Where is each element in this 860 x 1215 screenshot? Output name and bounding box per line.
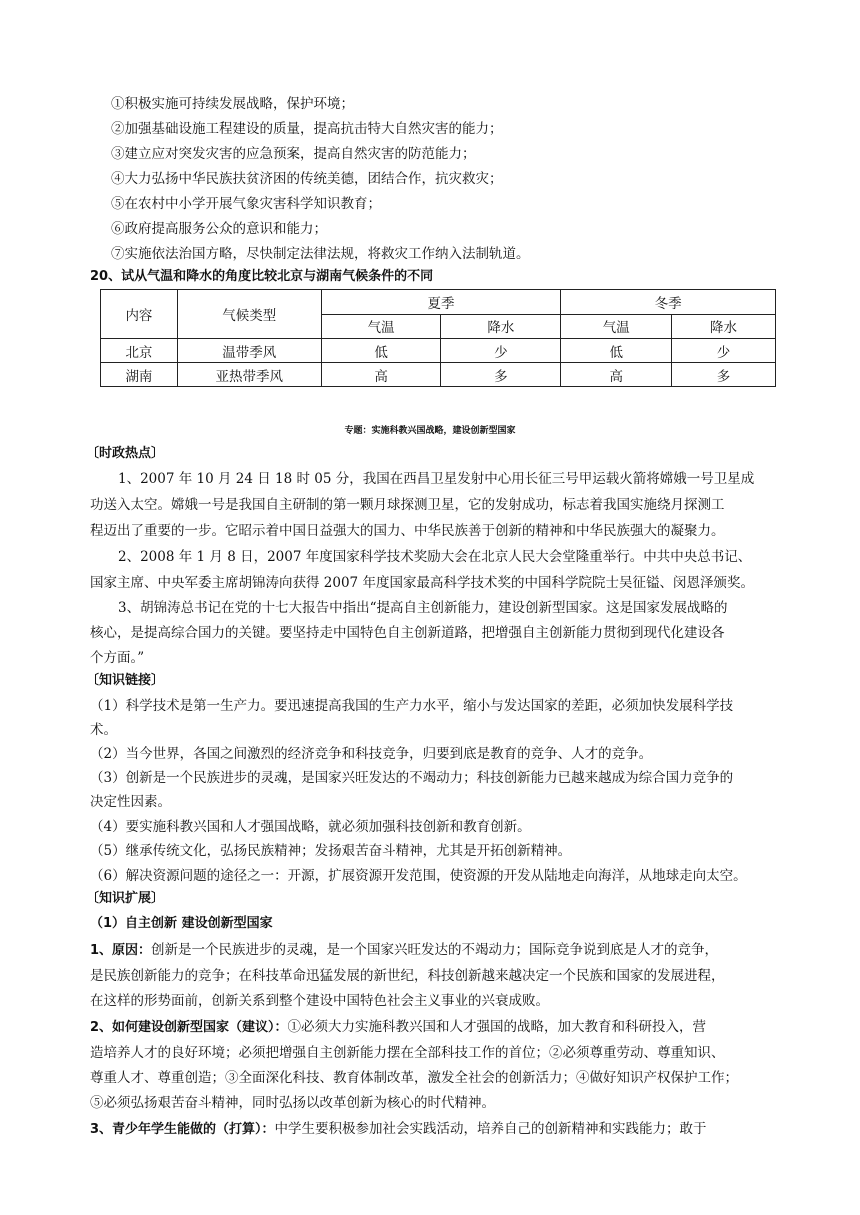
extension-reason-text: 创新是一个民族进步的灵魂，是一个国家兴旺发达的不竭动力；国际竞争说到底是人才的竞争， (151, 942, 719, 958)
knowledge-link-line: 决定性因素。 (90, 794, 171, 810)
question-20-title: 20、试从气温和降水的角度比较北京与湖南气候条件的不同 (90, 269, 434, 284)
hot-topic-line: 国家主席、中央军委主席胡锦涛向获得 2007 年度国家最高科学技术奖的中国科学院院士吴征镒、闵恩泽颁奖。 (90, 575, 754, 591)
cell-summer-rain: 少 (441, 339, 561, 363)
header-summer-temp: 气温 (321, 314, 441, 339)
hot-topic-line: 核心，是提高综合国力的关键。要坚持走中国特色自主创新道路，把增强自主创新能力贯彻到现代化建设各 (90, 625, 725, 641)
table-row (101, 339, 776, 363)
answer-item-4: ④大力弘扬中华民族扶贫济困的传统美德，团结合作，抗灾救灾； (111, 171, 503, 187)
answer-item-5: ⑤在农村中小学开展气象灾害科学知识教育； (111, 196, 381, 212)
hot-topic-line: 3、胡锦涛总书记在党的十七大报告中指出“提高自主创新能力，建设创新型国家。这是国家发展战略的 (118, 600, 728, 616)
extension-suggestion-line: 尊重人才、尊重创造；③全面深化科技、教育体制改革，激发全社会的创新活力；④做好知识产权保护工作； (90, 1070, 738, 1086)
extension-suggestion-line: ⑤必须弘扬艰苦奋斗精神，同时弘扬以改革创新为核心的时代精神。 (90, 1095, 495, 1111)
extension-suggestion-label: 2、如何建设创新型国家（建议）： (90, 1020, 288, 1035)
knowledge-link-line: （1）科学技术是第一生产力。要迅速提高我国的生产力水平，缩小与发达国家的差距，必须加快发展科学技 (90, 698, 734, 714)
answer-item-6: ⑥政府提高服务公众的意识和能力； (111, 221, 327, 237)
header-winter: 冬季 (561, 290, 776, 315)
topic-title: 专题：实施科教兴国战略，建设创新型国家 (344, 426, 516, 436)
knowledge-link-line: 术。 (90, 722, 117, 738)
knowledge-extension-heading: 〔知识扩展〕 (86, 891, 165, 906)
header-climate-type: 气候类型 (177, 290, 321, 339)
extension-reason-line: 在这样的形势面前，创新关系到整个建设中国特色社会主义事业的兴衰成败。 (90, 993, 549, 1009)
knowledge-link-line: （3）创新是一个民族进步的灵魂，是国家兴旺发达的不竭动力；科技创新能力已越来越成为综合国力竞争的 (90, 770, 734, 786)
cell-summer-rain: 多 (441, 363, 561, 387)
extension-plan-label: 3、青少年学生能做的（打算）： (90, 1122, 275, 1137)
cell-place: 湖南 (101, 363, 178, 387)
cell-winter-temp: 低 (561, 339, 672, 363)
hot-topic-line: 1、2007 年 10 月 24 日 18 时 05 分，我国在西昌卫星发射中心用长征三号甲运载火箭将嫦娥一号卫星成 (118, 471, 755, 487)
table-row (101, 363, 776, 387)
hot-topic-line: 功送入太空。嫦娥一号是我国自主研制的第一颗月球探测卫星，它的发射成功，标志着我国实施绕月探测工 (90, 497, 725, 513)
cell-place: 北京 (101, 339, 178, 363)
extension-reason-line: 是民族创新能力的竞争；在科技革命迅猛发展的新世纪，科技创新越来越决定一个民族和国家的发展进程， (90, 968, 725, 984)
knowledge-link-line: （2）当今世界，各国之间激烈的经济竞争和科技竞争，归要到底是教育的竞争、人才的竞争。 (90, 746, 653, 762)
extension-plan-line (90, 1118, 707, 1141)
answer-item-3: ③建立应对突发灾害的应急预案，提高自然灾害的防范能力； (111, 146, 476, 162)
cell-summer-temp: 高 (321, 363, 441, 387)
cell-winter-temp: 高 (561, 363, 672, 387)
knowledge-link-line: （5）继承传统文化，弘扬民族精神；发扬艰苦奋斗精神，尤其是开拓创新精神。 (90, 843, 572, 859)
climate-comparison-table (100, 289, 776, 387)
extension-plan-text: 中学生要积极参加社会实践活动，培养自己的创新精神和实践能力；敢于 (274, 1121, 707, 1137)
extension-reason-label: 1、原因： (90, 943, 152, 958)
extension-reason-line (90, 939, 718, 962)
extension-subheading: （1）自主创新 建设创新型国家 (90, 916, 273, 931)
hot-topic-line: 程迈出了重要的一步。它昭示着中国日益强大的国力、中华民族善于创新的精神和中华民族强大的凝聚力。 (90, 523, 725, 539)
cell-type: 温带季风 (177, 339, 321, 363)
answer-item-7: ⑦实施依法治国方略，尽快制定法律法规，将救灾工作纳入法制轨道。 (111, 246, 530, 262)
knowledge-link-line: （4）要实施科教兴国和人才强国战略，就必须加强科技创新和教育创新。 (90, 819, 531, 835)
answer-item-2: ②加强基础设施工程建设的质量，提高抗击特大自然灾害的能力； (111, 121, 503, 137)
knowledge-link-heading: 〔知识链接〕 (86, 673, 165, 688)
header-content: 内容 (101, 290, 178, 339)
table-header-row (101, 290, 776, 315)
extension-suggestion-line: 造培养人才的良好环境；必须把增强自主创新能力摆在全部科技工作的首位；②必须尊重劳动、尊重知识、 (90, 1045, 725, 1061)
extension-suggestion-text: ①必须大力实施科教兴国和人才强国的战略，加大教育和科研投入，营 (287, 1019, 707, 1035)
hot-topics-heading: 〔时政热点〕 (86, 446, 165, 461)
header-winter-rain: 降水 (672, 314, 776, 339)
hot-topic-line: 2、2008 年 1 月 8 日，2007 年度国家科学技术奖励大会在北京人民大会堂隆重举行。中共中央总书记、 (118, 549, 752, 565)
header-summer: 夏季 (321, 290, 561, 315)
header-winter-temp: 气温 (561, 314, 672, 339)
cell-winter-rain: 少 (672, 339, 776, 363)
cell-type: 亚热带季风 (177, 363, 321, 387)
hot-topic-line: 个方面。” (90, 650, 145, 666)
extension-suggestion-line (90, 1016, 706, 1039)
cell-summer-temp: 低 (321, 339, 441, 363)
header-summer-rain: 降水 (441, 314, 561, 339)
answer-item-1: ①积极实施可持续发展战略，保护环境； (111, 96, 354, 112)
cell-winter-rain: 多 (672, 363, 776, 387)
knowledge-link-line: （6）解决资源问题的途径之一：开源，扩展资源开发范围，使资源的开发从陆地走向海洋，从地球走向太空。 (90, 868, 747, 884)
